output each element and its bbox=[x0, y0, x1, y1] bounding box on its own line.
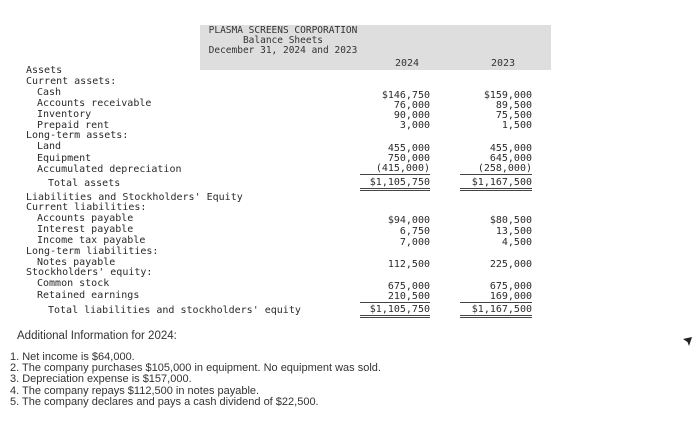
row-label-prepaid-rent: Prepaid rent bbox=[37, 120, 110, 131]
list-item: 5. The company declares and pays a cash dividend of $22,500. bbox=[10, 395, 319, 408]
row-label-accounts-receivable: Accounts receivable bbox=[37, 98, 152, 109]
value-2023-income-tax-payable: 4,500 bbox=[501, 237, 532, 248]
list-item: 2. The company purchases $105,000 in equipment. No equipment was sold. bbox=[10, 362, 381, 375]
row-label-land: Land bbox=[37, 141, 62, 152]
value-2023-equipment: 645,000 bbox=[489, 153, 532, 164]
value-2023-prepaid-rent: 1,500 bbox=[501, 120, 532, 131]
value-2023-inventory: 75,500 bbox=[495, 110, 532, 121]
value-2023-cash: $159,000 bbox=[483, 90, 532, 101]
value-2023-notes-payable: 225,000 bbox=[489, 259, 532, 270]
column-header-2024: 2024 bbox=[394, 58, 420, 69]
value-2024-accounts-payable: $94,000 bbox=[387, 215, 430, 226]
row-label-inventory: Inventory bbox=[37, 109, 92, 120]
value-2024-interest-payable: 6,750 bbox=[399, 226, 430, 237]
value-2024-equipment: 750,000 bbox=[387, 153, 430, 164]
value-2024-total-liabilities-equity: $1,105,750 bbox=[360, 304, 430, 318]
row-label-total-assets: Total assets bbox=[48, 178, 121, 189]
value-2023-accounts-receivable: 89,500 bbox=[495, 100, 532, 111]
value-2024-cash: $146,750 bbox=[381, 90, 430, 101]
value-2023-accounts-payable: $80,500 bbox=[489, 215, 532, 226]
value-2024-accounts-receivable: 76,000 bbox=[393, 100, 430, 111]
subsection-stockholders-equity: Stockholders' equity: bbox=[26, 267, 153, 278]
value-2023-land: 455,000 bbox=[489, 143, 532, 154]
row-label-accounts-payable: Accounts payable bbox=[37, 213, 134, 224]
statement-date: December 31, 2024 and 2023 bbox=[208, 45, 358, 56]
value-2024-total-assets: $1,105,750 bbox=[360, 177, 430, 191]
row-label-equipment: Equipment bbox=[37, 153, 92, 164]
additional-info-list bbox=[10, 352, 381, 408]
section-liabilities-equity: Liabilities and Stockholders' Equity bbox=[26, 192, 243, 203]
additional-info-title: Additional Information for 2024: bbox=[17, 330, 177, 342]
value-2024-inventory: 90,000 bbox=[393, 110, 430, 121]
subsection-current-assets: Current assets: bbox=[26, 76, 117, 87]
subsection-long-term-liabilities: Long-term liabilities: bbox=[26, 246, 159, 257]
value-2023-retained-earnings: 169,000 bbox=[460, 291, 532, 303]
value-2024-retained-earnings: 210,500 bbox=[360, 291, 430, 303]
value-2023-total-liabilities-equity: $1,167,500 bbox=[460, 304, 532, 318]
row-label-interest-payable: Interest payable bbox=[37, 224, 134, 235]
value-2024-land: 455,000 bbox=[387, 143, 430, 154]
statement-title: Balance Sheets bbox=[242, 35, 324, 46]
value-2024-common-stock: 675,000 bbox=[387, 281, 430, 292]
column-header-2023: 2023 bbox=[490, 58, 516, 69]
list-item: 1. Net income is $64,000. bbox=[10, 351, 135, 363]
section-assets: Assets bbox=[26, 65, 63, 76]
subsection-long-term-assets: Long-term assets: bbox=[26, 130, 129, 141]
value-2023-interest-payable: 13,500 bbox=[495, 226, 532, 237]
value-2024-accumulated-depreciation: (415,000) bbox=[360, 163, 430, 175]
value-2023-accumulated-depreciation: (258,000) bbox=[460, 163, 532, 175]
value-2024-income-tax-payable: 7,000 bbox=[399, 237, 430, 248]
value-2023-common-stock: 675,000 bbox=[489, 281, 532, 292]
subsection-current-liabilities: Current liabilities: bbox=[26, 202, 147, 213]
row-label-cash: Cash bbox=[37, 87, 62, 98]
value-2023-total-assets: $1,167,500 bbox=[460, 177, 532, 191]
row-label-notes-payable: Notes payable bbox=[37, 257, 116, 268]
row-label-total-liabilities-equity: Total liabilities and stockholders' equity bbox=[48, 305, 301, 316]
list-item: 3. Depreciation expense is $157,000. bbox=[10, 373, 192, 386]
value-2024-prepaid-rent: 3,000 bbox=[399, 120, 430, 131]
list-item: 4. The company repays $112,500 in notes payable. bbox=[10, 384, 260, 397]
company-name: PLASMA SCREENS CORPORATION bbox=[208, 25, 358, 36]
row-label-retained-earnings: Retained earnings bbox=[37, 290, 140, 301]
pointer-icon bbox=[683, 337, 692, 346]
row-label-income-tax-payable: Income tax payable bbox=[37, 235, 146, 246]
row-label-common-stock: Common stock bbox=[37, 278, 110, 289]
row-label-accumulated-depreciation: Accumulated depreciation bbox=[37, 164, 182, 175]
value-2024-notes-payable: 112,500 bbox=[387, 259, 430, 270]
